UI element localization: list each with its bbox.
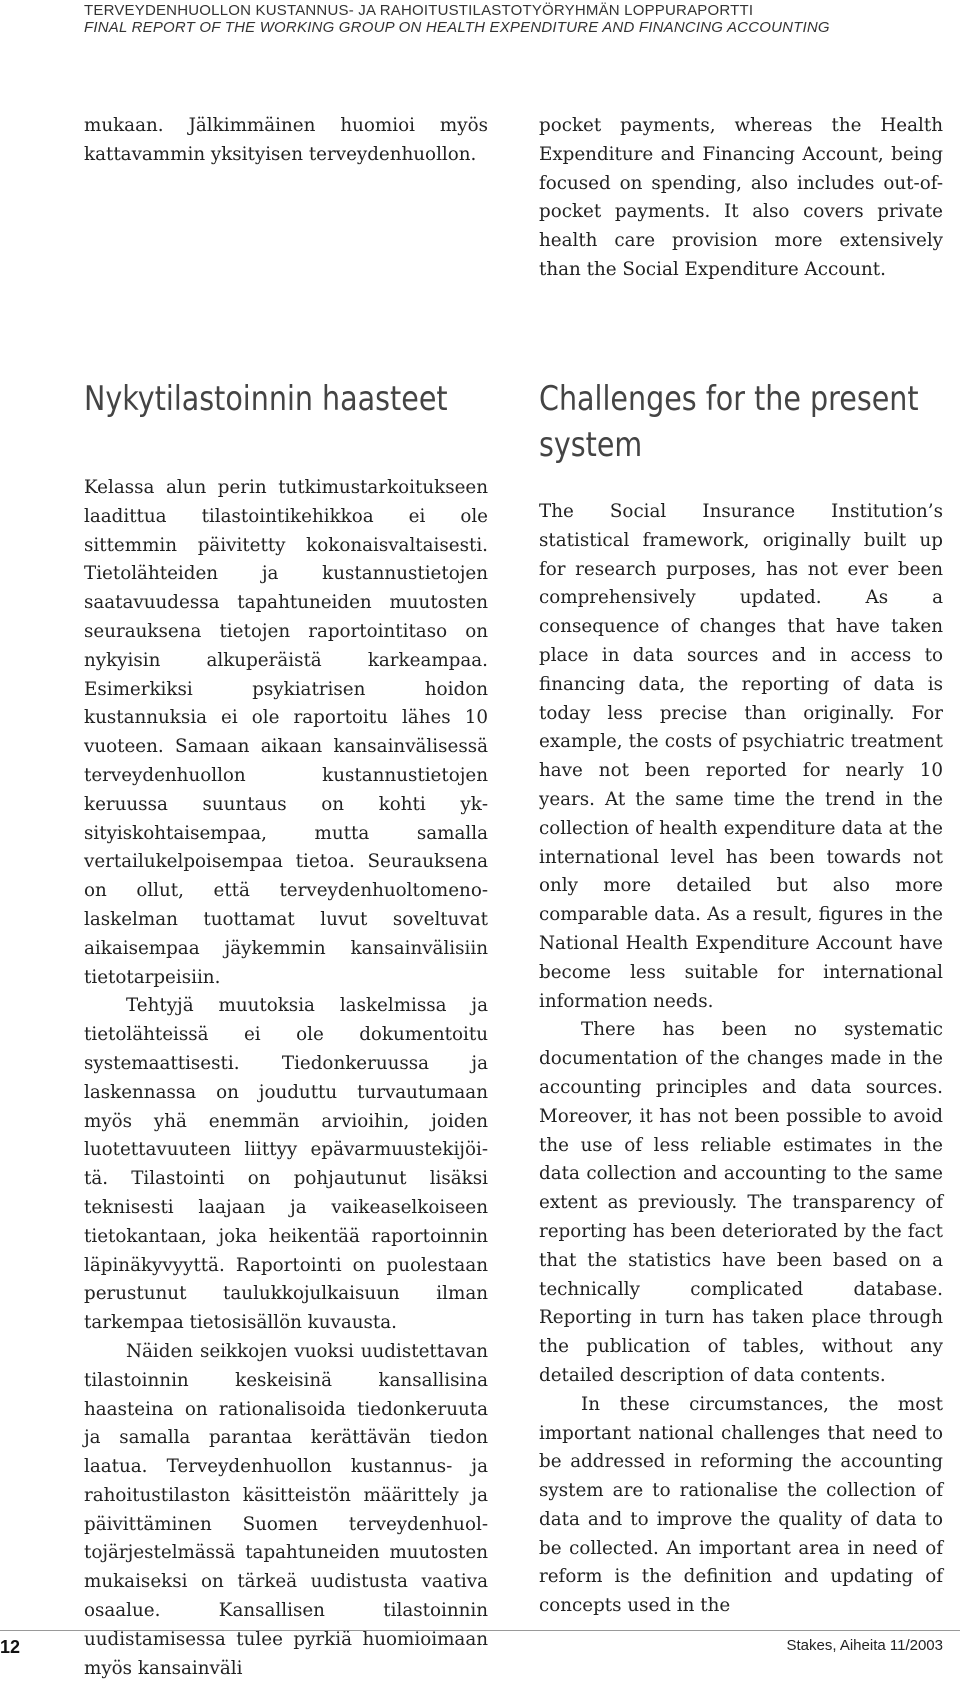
left-paragraph-1: Kelassa alun perin tutkimustarkoitukseen laadittua tilastointikehikkoa ei ole sittemmin päivitetty kokonaisvaltaisesti. Tietolähteiden ja kustannustietojen saatavuudessa tapahtuneiden muutosten seurauksena tietojen raportointitaso on nykyisin alkuperäistä karkeampaa. Esimerkiksi psykiatrisen hoidon kustannuksia ei ole raportoitu lähes 10 vuoteen. Samaan aikaan kansainvälisessä terveydenhuollon kustannustietojen keruussa suuntaus on kohti yksityiskohtaisempaa, mutta samalla vertailukelpoisempaa tietoa. Seurauksena on ollut, että terveydenhuoltomeno-laskelman tuottamat luvut soveltuvat aikaisempaa jäykemmin kansainvälisiin tietotarpeisiin. (84, 477, 488, 988)
left-section (84, 376, 488, 1683)
footer-divider (0, 1630, 960, 1631)
right-paragraph-1: The Social Insurance Institution’s statistical framework, originally built up for research purposes, has not ever been comprehensively updated. As a consequence of changes that have taken place in data sources and in access to financing data, the reporting of data is today less precise than originally. For example, the costs of psychiatric treatment have not been reported for nearly 10 years. At the same time the trend in the collection of health expenditure data at the international level has been towards not only more detailed but also more comparable data. As a result, figures in the National Health Expenditure Account have become less suitable for international information needs. (539, 501, 943, 1012)
left-top-paragraph: mukaan. Jälkimmäinen huomioi myös kattavammin yksityisen terveydenhuollon. (84, 115, 488, 165)
running-header (84, 2, 830, 36)
header-finnish-title: TERVEYDENHUOLLON KUSTANNUS- JA RAHOITUSTILASTOTYÖRYHMÄN LOPPURAPORTTI (84, 2, 754, 19)
right-column-top (539, 112, 943, 285)
right-paragraph-3: In these circumstances, the most important national challenges that need to be addressed in reforming the accounting system are to rationalise the collection of data and to improve the quality of data to be collected. An important area in need of reform is the definition and updating of concepts used in the (539, 1393, 943, 1617)
header-english-title: FINAL REPORT OF THE WORKING GROUP ON HEALTH EXPENDITURE AND FINANCING ACCOUNTING (84, 19, 830, 36)
right-paragraph-2: There has been no systematic documentation of the changes made in the accounting principles and data sources. Moreover, it has not been possible to avoid the use of less reliable estimates in the data collection and accounting to the same extent as previously. The transparency of reporting has been deteriorated by the fact that the statistics have been based on a technically complicated database. Reporting in turn has taken place through the publication of tables, without any detailed description of data contents. (539, 1019, 943, 1386)
right-section (539, 376, 943, 1621)
publication-info: Stakes, Aiheita 11/2003 (786, 1637, 943, 1654)
left-paragraph-2: Tehtyjä muutoksia laskelmissa ja tietolähteissä ei ole dokumentoitu systemaattisesti. Tiedonkeruussa ja laskennassa on jouduttu turvautumaan myös yhä enemmän arvioihin, joiden luotettavuuteen liittyy epävarmuustekijöitä. Tilastointi on pohjautunut lisäksi teknisesti laajaan ja vaikeaselkoiseen tietokantaan, joka heikentää raportoinnin läpinäkyvyyttä. Raportointi on puolestaan perustunut taulukkojulkaisuun ilman tarkempaa tietosisällön kuvausta. (84, 995, 488, 1334)
page-number: 12 (0, 1637, 21, 1657)
right-section-heading: Challenges for the present system (539, 379, 919, 465)
left-paragraph-3: Näiden seikkojen vuoksi uudistettavan tilastoinnin keskeisinä kansallisina haasteina on rationalisoida tiedonkeruuta ja samalla parantaa kerättävän tiedon laatua. Terveydenhuollon kustannus- ja rahoitustilaston käsitteistön määrittely ja päivittäminen Suomen terveydenhuoltojärjestelmässä tapahtuneiden muutosten mukaiseksi on tärkeä uudistusta vaativa osaalue. Kansallisen tilastoinnin uudistamisessa tulee pyrkiä huomioimaan myös kansainväli (84, 1340, 488, 1679)
left-column-top (84, 112, 488, 170)
left-section-heading: Nykytilastoinnin haasteet (84, 379, 448, 419)
right-top-paragraph: pocket payments, whereas the Health Expenditure and Financing Account, being focused on spending, also includes out-of-pocket payments. It also covers private health care provision more extensively than the Social Expenditure Account. (539, 115, 943, 280)
